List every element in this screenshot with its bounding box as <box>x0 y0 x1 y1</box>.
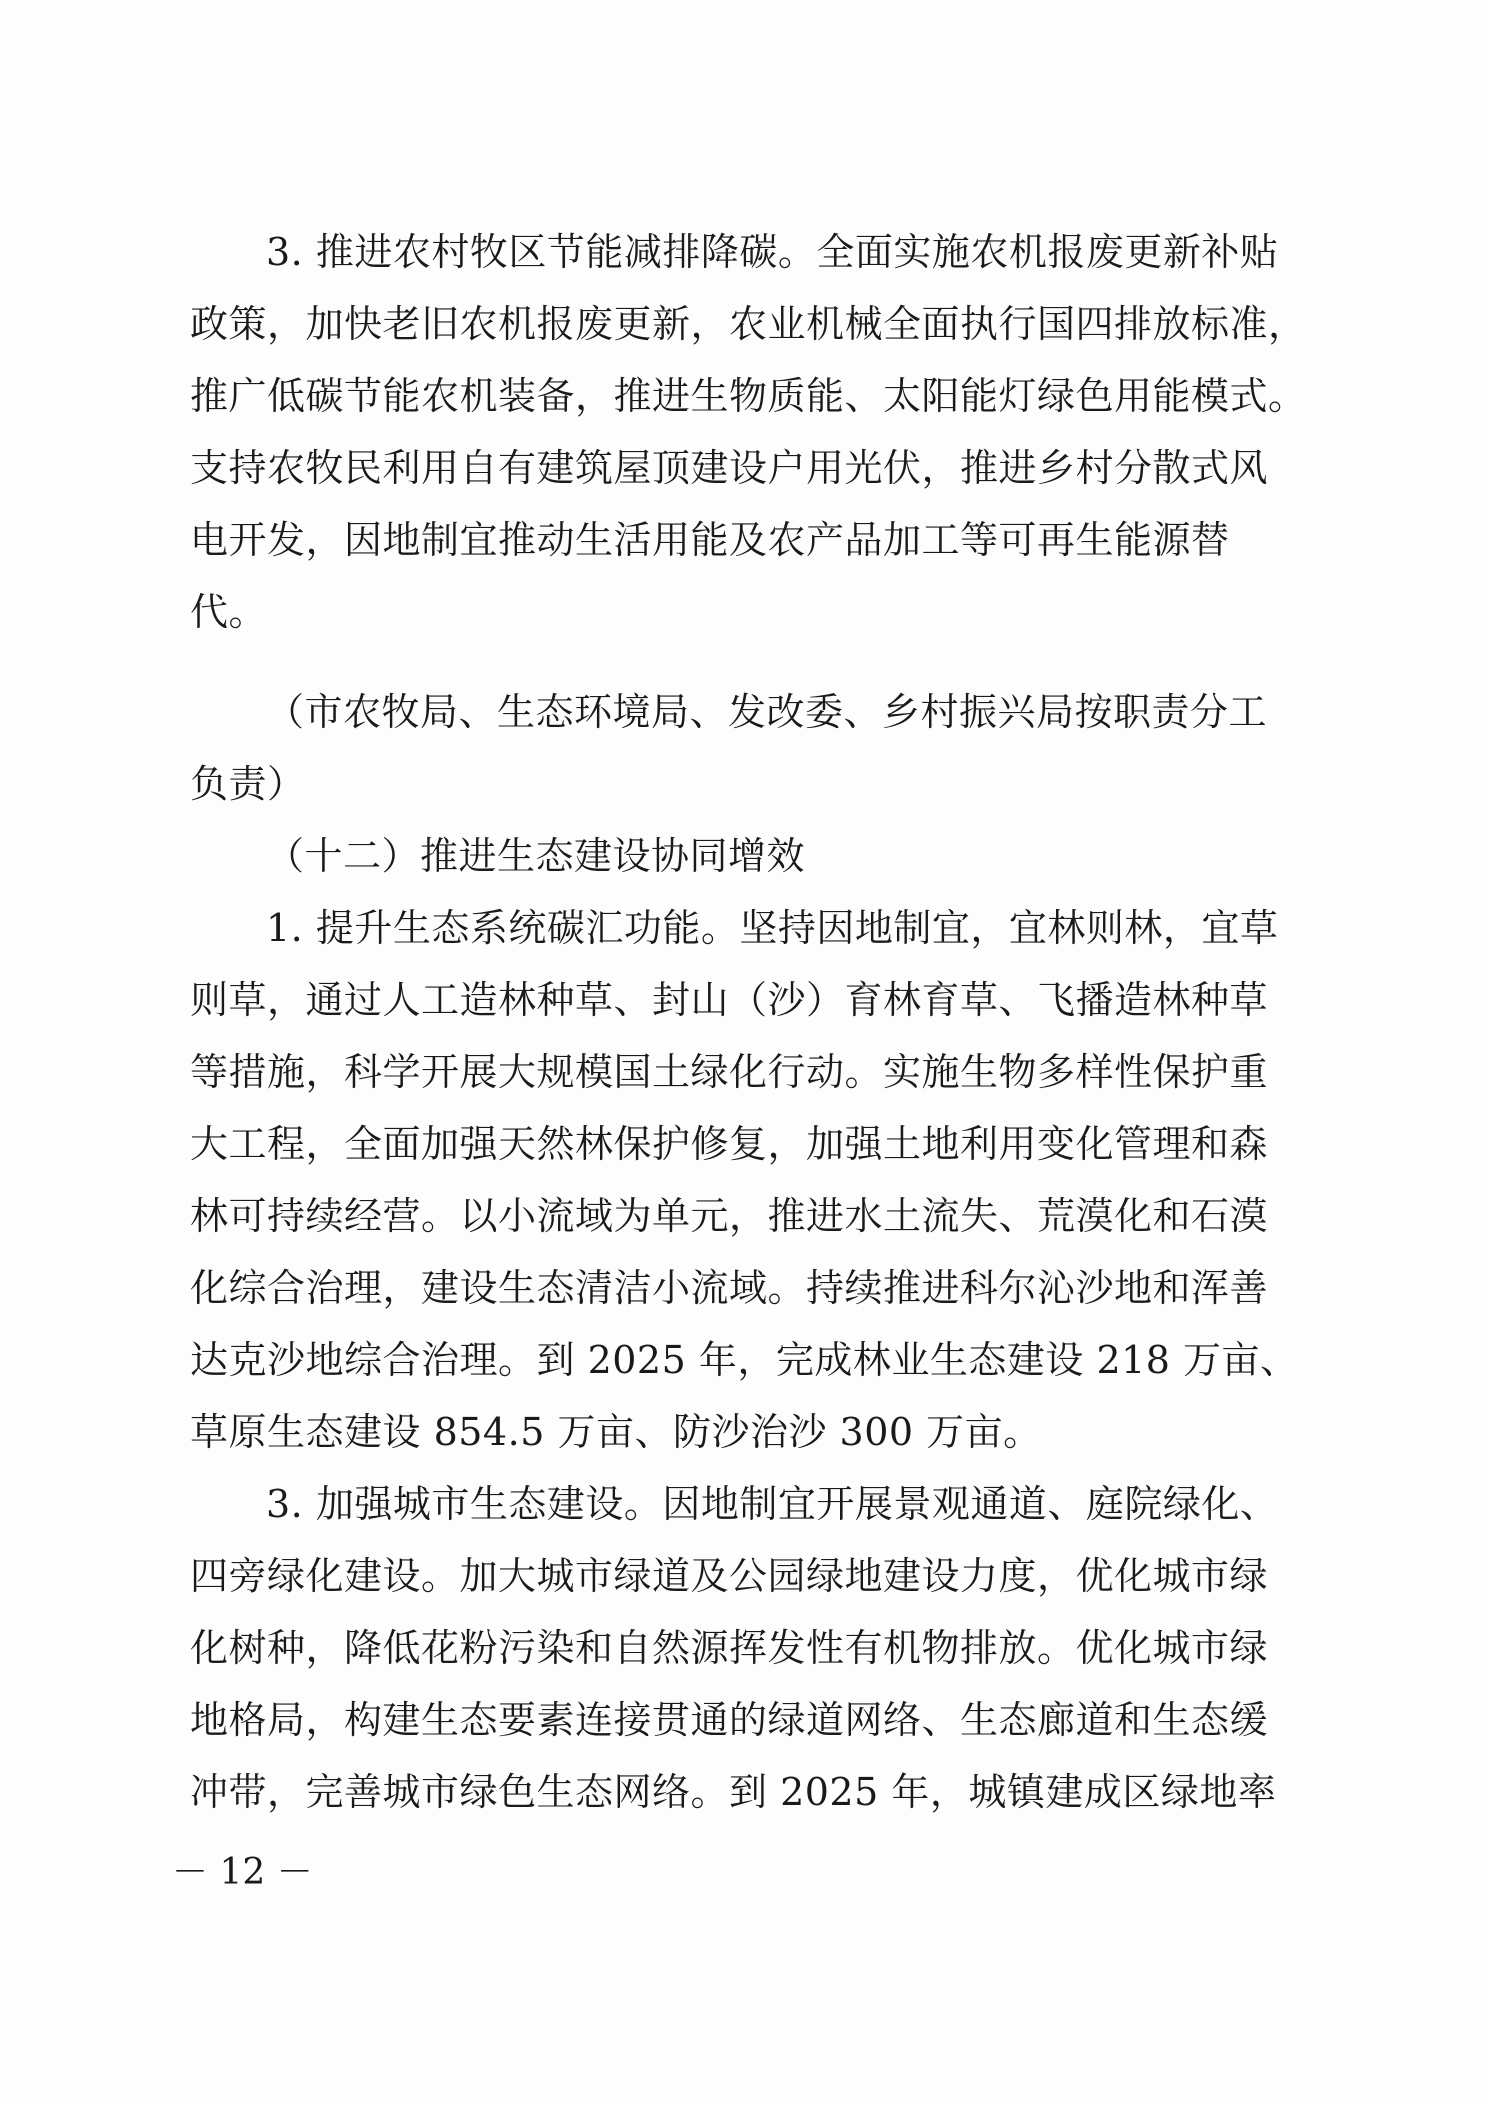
text-line: 四旁绿化建设。加大城市绿道及公园绿地建设力度，优化城市绿 <box>190 1554 1269 1598</box>
section-heading <box>190 820 1314 892</box>
text-line: 1. 提升生态系统碳汇功能。坚持因地制宜，宜林则林，宜草 <box>266 906 1279 950</box>
heading-line: （十二）推进生态建设协同增效 <box>266 834 806 878</box>
text-line: 冲带，完善城市绿色生态网络。到 2025 年，城镇建成区绿地率 <box>190 1770 1277 1814</box>
text-line: 地格局，构建生态要素连接贯通的绿道网络、生态廊道和生态缓 <box>190 1698 1269 1742</box>
text-line: 大工程，全面加强天然林保护修复，加强土地利用变化管理和森 <box>190 1122 1269 1166</box>
page-number: － 12 － <box>172 1852 313 1893</box>
text-line: 化树种，降低花粉污染和自然源挥发性有机物排放。优化城市绿 <box>190 1626 1269 1670</box>
paragraph-rural-energy <box>190 216 1314 648</box>
document-body <box>190 216 1314 1828</box>
paragraph-responsible-departments <box>190 676 1314 820</box>
text-line: 3. 推进农村牧区节能减排降碳。全面实施农机报废更新补贴 <box>266 230 1279 274</box>
paragraph-urban-ecology <box>190 1468 1314 1828</box>
text-line: 3. 加强城市生态建设。因地制宜开展景观通道、庭院绿化、 <box>266 1482 1279 1526</box>
text-line: 电开发，因地制宜推动生活用能及农产品加工等可再生能源替 <box>190 518 1230 562</box>
text-line: 达克沙地综合治理。到 2025 年，完成林业生态建设 218 万亩、 <box>190 1338 1299 1382</box>
text-line: （市农牧局、生态环境局、发改委、乡村振兴局按职责分工 <box>266 690 1268 734</box>
text-line: 政策，加快老旧农机报废更新，农业机械全面执行国四排放标准， <box>190 302 1307 346</box>
text-line: 化综合治理，建设生态清洁小流域。持续推进科尔沁沙地和浑善 <box>190 1266 1269 1310</box>
text-line: 则草，通过人工造林种草、封山（沙）育林育草、飞播造林种草 <box>190 978 1269 1022</box>
text-line: 代。 <box>190 590 268 634</box>
text-line: 林可持续经营。以小流域为单元，推进水土流失、荒漠化和石漠 <box>190 1194 1269 1238</box>
text-line: 负责） <box>190 762 306 806</box>
text-line: 草原生态建设 854.5 万亩、防沙治沙 300 万亩。 <box>190 1410 1042 1454</box>
text-line: 等措施，科学开展大规模国土绿化行动。实施生物多样性保护重 <box>190 1050 1269 1094</box>
text-line: 支持农牧民利用自有建筑屋顶建设户用光伏，推进乡村分散式风 <box>190 446 1269 490</box>
paragraph-carbon-sink <box>190 892 1314 1468</box>
text-line: 推广低碳节能农机装备，推进生物质能、太阳能灯绿色用能模式。 <box>190 374 1307 418</box>
